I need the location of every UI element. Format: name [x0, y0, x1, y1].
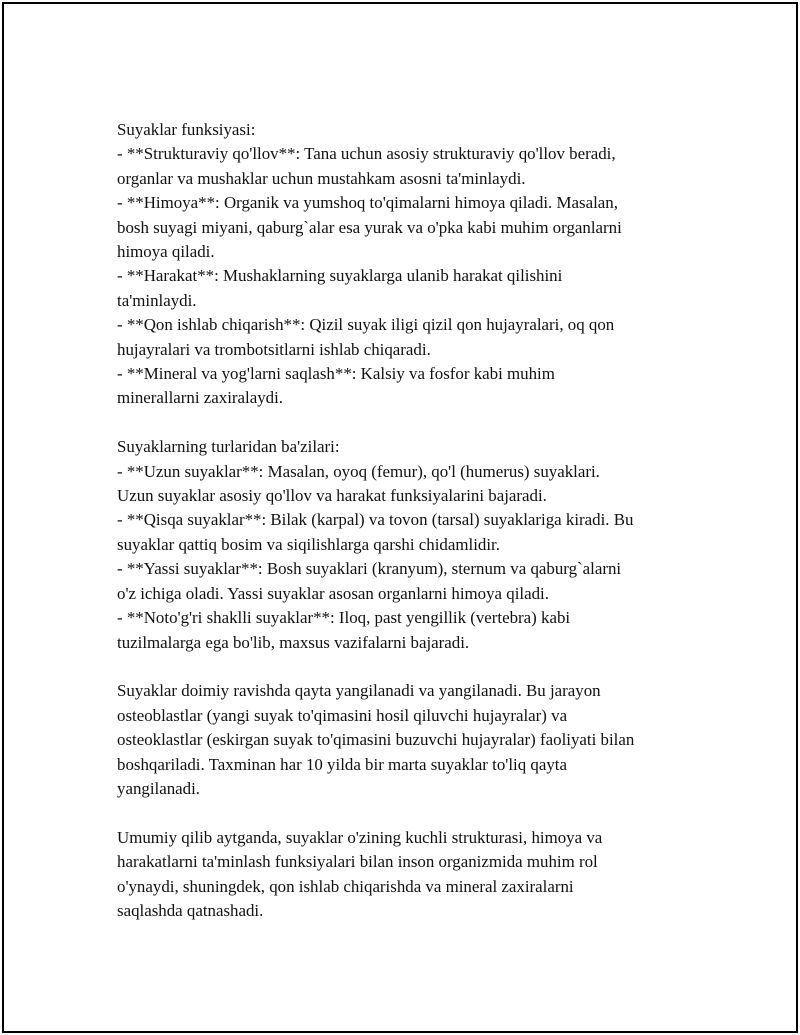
- text-line: o'z ichiga oladi. Yassi suyaklar asosan organlarni himoya qiladi.: [117, 583, 549, 603]
- text-line: - **Himoya**: Organik va yumshoq to'qimalarni himoya qiladi. Masalan,: [117, 193, 618, 213]
- paragraph-bone-types: [117, 435, 687, 655]
- text-line: Suyaklar funksiyasi:: [117, 120, 256, 139]
- text-line: saqlashda qatnashadi.: [117, 900, 264, 920]
- text-line: osteoblastlar (yangi suyak to'qimasini hosil qiluvchi hujayralar) va: [117, 705, 568, 725]
- paragraph-summary: [117, 826, 687, 924]
- text-line: - **Noto'g'ri shaklli suyaklar**: Iloq, past yengillik (vertebra) kabi: [117, 608, 571, 628]
- text-line: Uzun suyaklar asosiy qo'llov va harakat funksiyalarini bajaradi.: [117, 486, 547, 506]
- text-line: osteoklastlar (eskirgan suyak to'qimasini buzuvchi hujayralar) faoliyati bilan: [117, 730, 635, 750]
- text-line: hujayralari va trombotsitlarni ishlab chiqaradi.: [117, 339, 431, 359]
- text-line: o'ynaydi, shuningdek, qon ishlab chiqarishda va mineral zaxiralarni: [117, 876, 574, 896]
- paragraph-bone-functions: [117, 118, 687, 411]
- text-line: bosh suyagi miyani, qaburg`alar esa yurak va o'pka kabi muhim organlarni: [117, 217, 622, 237]
- text-line: yangilanadi.: [117, 778, 201, 798]
- text-line: Suyaklarning turlaridan ba'zilari:: [117, 437, 340, 457]
- text-line: - **Qon ishlab chiqarish**: Qizil suyak iligi qizil qon hujayralari, oq qon: [117, 315, 615, 335]
- text-line: Umumiy qilib aytganda, suyaklar o'zining kuchli strukturasi, himoya va: [117, 827, 603, 847]
- text-line: boshqariladi. Taxminan har 10 yilda bir marta suyaklar to'liq qayta: [117, 754, 567, 774]
- paragraph-bone-renewal: [117, 679, 687, 801]
- text-line: harakatlarni ta'minlash funksiyalari bilan inson organizmida muhim rol: [117, 852, 598, 872]
- text-line: - **Harakat**: Mushaklarning suyaklarga ulanib harakat qilishini: [117, 266, 563, 286]
- text-line: organlar va mushaklar uchun mustahkam asosni ta'minlaydi.: [117, 168, 526, 188]
- document-body: [117, 118, 687, 923]
- text-line: tuzilmalarga ega bo'lib, maxsus vazifalarni bajaradi.: [117, 632, 470, 652]
- text-line: Suyaklar doimiy ravishda qayta yangilanadi va yangilanadi. Bu jarayon: [117, 681, 601, 701]
- text-line: suyaklar qattiq bosim va siqilishlarga qarshi chidamlidir.: [117, 534, 500, 554]
- text-line: - **Qisqa suyaklar**: Bilak (karpal) va tovon (tarsal) suyaklariga kiradi. Bu: [117, 510, 634, 530]
- text-line: minerallarni zaxiralaydi.: [117, 388, 284, 408]
- text-line: - **Strukturaviy qo'llov**: Tana uchun asosiy strukturaviy qo'llov beradi,: [117, 144, 616, 164]
- text-line: himoya qiladi.: [117, 242, 215, 262]
- text-line: ta'minlaydi.: [117, 290, 197, 310]
- text-line: - **Yassi suyaklar**: Bosh suyaklari (kranyum), sternum va qaburg`alarni: [117, 559, 622, 579]
- text-line: - **Uzun suyaklar**: Masalan, oyoq (femur), qo'l (humerus) suyaklari.: [117, 461, 600, 481]
- text-line: - **Mineral va yog'larni saqlash**: Kalsiy va fosfor kabi muhim: [117, 364, 555, 384]
